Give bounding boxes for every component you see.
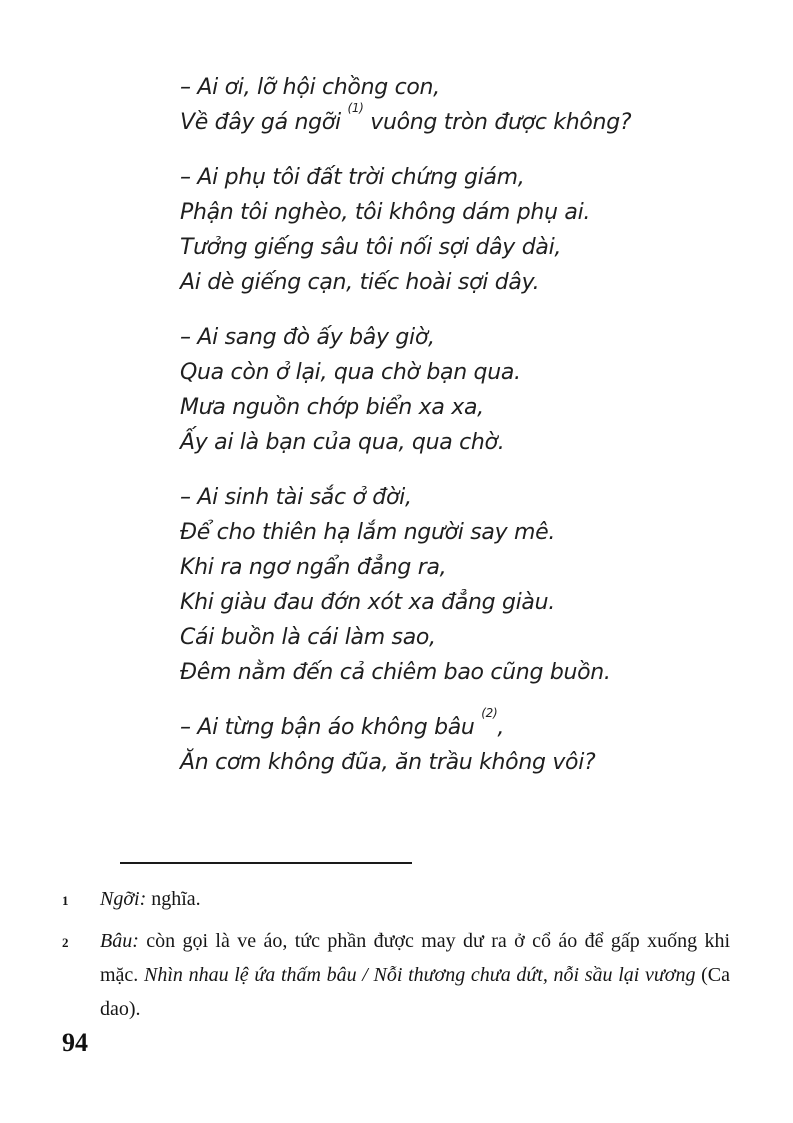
poem-line-text: – Ai sinh tài sắc ở đời,: [180, 485, 412, 510]
poem-line: [180, 620, 720, 655]
stanza-2: [180, 160, 720, 300]
poem-line-text: ,: [497, 715, 505, 740]
stanza-3: [180, 320, 720, 460]
poem-line: [180, 195, 720, 230]
footnote-2: [62, 924, 730, 1026]
footnote-text: còn gọi là ve áo, tức phần được may dư ra ở cổ áo để gấp xuống khi mặc.: [100, 930, 730, 986]
footnote-text: (Ca dao).: [100, 964, 731, 1020]
poem-line-text: Để cho thiên hạ lắm người say mê.: [180, 520, 556, 545]
poem-line-text: Cái buồn là cái làm sao,: [180, 625, 436, 650]
poem-line: [180, 100, 720, 140]
poem-line: [180, 550, 720, 585]
poem-line-text: Ấy ai là bạn của qua, qua chờ.: [180, 430, 505, 455]
poem-line: [180, 480, 720, 515]
poem-line-text: – Ai sang đò ấy bây giờ,: [180, 325, 435, 350]
poem-line-text: Về đây gá ngỡi: [180, 110, 348, 135]
poem-line-text: Ăn cơm không đũa, ăn trầu không vôi?: [180, 750, 596, 775]
poem-line-text: Tưởng giếng sâu tôi nối sợi dây dài,: [180, 235, 562, 260]
poem-line-text: Khi giàu đau đớn xót xa đẳng giàu.: [180, 590, 555, 615]
poem-line: [180, 230, 720, 265]
footnote-reference-1: (1): [347, 100, 364, 115]
footnote-term: Bâu:: [100, 930, 139, 952]
footnote-quote: Nhìn nhau lệ ứa thấm bâu / Nỗi thương chưa dứt, nỗi sầu lại vương: [144, 964, 696, 986]
poem-line-text: – Ai ơi, lỡ hội chồng con,: [180, 75, 440, 100]
stanza-5: [180, 705, 720, 780]
poem-line-text: vuông tròn được không?: [363, 110, 632, 135]
poem-line: [180, 745, 720, 780]
stanza-4: [180, 480, 720, 690]
stanza-1: [180, 70, 720, 140]
poem-line-text: Ai dè giếng cạn, tiếc hoài sợi dây.: [180, 270, 540, 295]
footnote-separator-rule: [120, 862, 412, 864]
poem-line-text: Qua còn ở lại, qua chờ bạn qua.: [180, 360, 521, 385]
poem-line: [180, 585, 720, 620]
poem-line: [180, 515, 720, 550]
footnote-term: Ngỡi:: [100, 888, 147, 910]
poem-line: [180, 265, 720, 300]
poem-line: [180, 160, 720, 195]
footnote-text: nghĩa.: [146, 888, 201, 910]
footnotes: [62, 882, 730, 1032]
footnote-body-1: [100, 882, 730, 918]
poem-line-text: – Ai phụ tôi đất trời chứng giám,: [180, 165, 525, 190]
poem-line: [180, 320, 720, 355]
poem-line-text: Mưa nguồn chớp biển xa xa,: [180, 395, 484, 420]
poem-line: [180, 425, 720, 460]
poem-line: [180, 70, 720, 105]
poem-line: [180, 390, 720, 425]
poem-line-text: Phận tôi nghèo, tôi không dám phụ ai.: [180, 200, 591, 225]
poem-line: [180, 705, 720, 745]
poem-line-text: Đêm nằm đến cả chiêm bao cũng buồn.: [180, 660, 611, 685]
poem-line-text: Khi ra ngơ ngẩn đẳng ra,: [180, 555, 447, 580]
footnote-marker-1: 1: [62, 893, 69, 908]
poem: [180, 70, 720, 800]
poem-line-text: – Ai từng bận áo không bâu: [180, 715, 482, 740]
footnote-body-2: [100, 924, 730, 1026]
footnote-1: [62, 882, 730, 918]
poem-line: [180, 655, 720, 690]
page-number: 94: [62, 1028, 88, 1057]
poem-line: [180, 355, 720, 390]
footnote-reference-2: (2): [481, 705, 498, 720]
footnote-marker-2: 2: [62, 935, 69, 950]
